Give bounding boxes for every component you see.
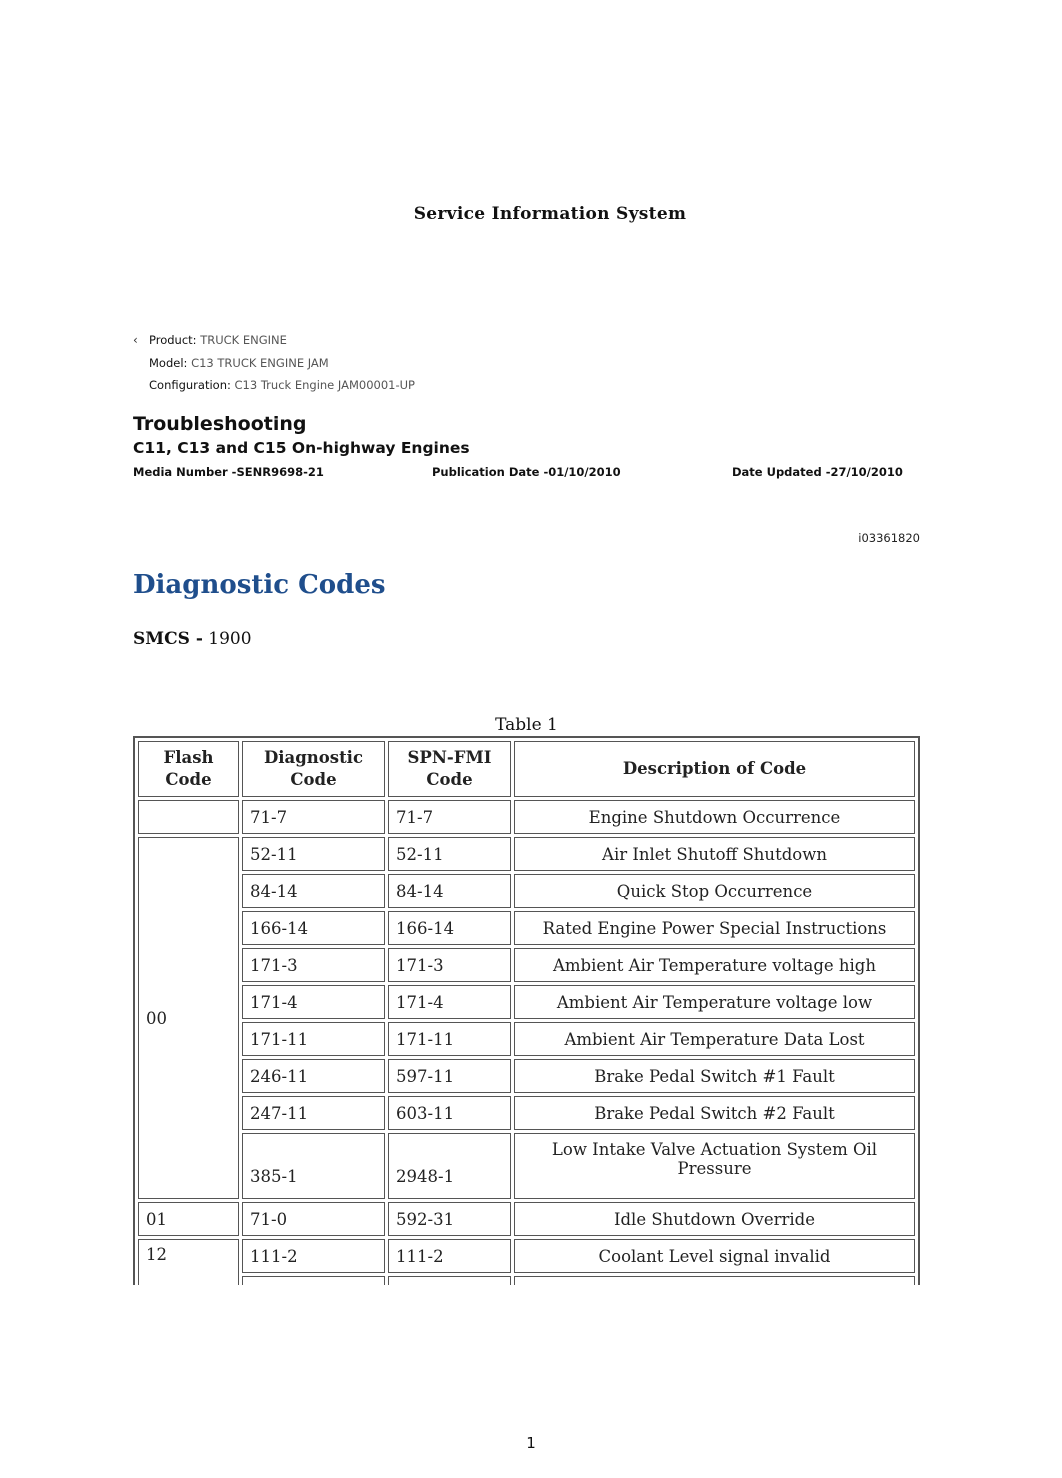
description-cell: Low Intake Valve Actuation System Oil Pressure xyxy=(514,1133,915,1199)
product-value: TRUCK ENGINE xyxy=(200,333,287,347)
diagnostic-code-cell: 166-14 xyxy=(242,911,385,945)
chevron-left-icon[interactable]: ‹ xyxy=(133,333,138,347)
diagnostic-code-cell: 171-11 xyxy=(242,1022,385,1056)
table-header-row xyxy=(138,741,915,797)
diagnostic-code-cell: 111-2 xyxy=(242,1239,385,1273)
model-label: Model: xyxy=(149,355,188,370)
diagnostic-code-cell: 246-11 xyxy=(242,1059,385,1093)
table-row xyxy=(138,1239,915,1273)
table-row xyxy=(138,874,915,908)
header-description: Description of Code xyxy=(514,741,915,797)
media-number: Media Number -SENR9698-21 xyxy=(133,465,324,479)
table-row xyxy=(138,948,915,982)
product-row[interactable] xyxy=(133,329,415,352)
table-row xyxy=(138,1022,915,1056)
table-caption: Table 1 xyxy=(495,715,558,735)
publication-date: Publication Date -01/10/2010 xyxy=(432,465,621,479)
description-cell: Idle Shutdown Override xyxy=(514,1202,915,1236)
spn-fmi-cell: 166-14 xyxy=(388,911,511,945)
table-row xyxy=(138,1202,915,1236)
description-cell: Ambient Air Temperature voltage high xyxy=(514,948,915,982)
spn-fmi-cell: 603-11 xyxy=(388,1096,511,1130)
spn-fmi-cell: 52-11 xyxy=(388,837,511,871)
description-cell: Engine Shutdown Occurrence xyxy=(514,800,915,834)
header-flash-code: Flash Code xyxy=(138,741,239,797)
page-number: 1 xyxy=(526,1434,536,1452)
diagnostic-code-cell: 247-11 xyxy=(242,1096,385,1130)
model-value: C13 TRUCK ENGINE JAM xyxy=(191,355,329,370)
product-breadcrumb xyxy=(133,329,415,397)
table-row xyxy=(138,1059,915,1093)
description-cell: Brake Pedal Switch #1 Fault xyxy=(514,1059,915,1093)
diagnostic-code-cell: 71-7 xyxy=(242,800,385,834)
description-cell: Ambient Air Temperature voltage low xyxy=(514,985,915,1019)
description-cell: Quick Stop Occurrence xyxy=(514,874,915,908)
header-spn-fmi-code: SPN-FMI Code xyxy=(388,741,511,797)
description-cell: Air Inlet Shutoff Shutdown xyxy=(514,837,915,871)
spn-fmi-cell: 84-14 xyxy=(388,874,511,908)
spn-fmi-cell xyxy=(388,1276,511,1285)
section-title: Troubleshooting xyxy=(133,413,307,435)
configuration-value: C13 Truck Engine JAM00001-UP xyxy=(234,378,415,392)
spn-fmi-cell: 171-3 xyxy=(388,948,511,982)
header-diagnostic-code: Diagnostic Code xyxy=(242,741,385,797)
spn-fmi-cell: 111-2 xyxy=(388,1239,511,1273)
flash-code-cell: 12 xyxy=(138,1239,239,1285)
table-row xyxy=(138,985,915,1019)
spn-fmi-cell: 171-11 xyxy=(388,1022,511,1056)
description-cell xyxy=(514,1276,915,1285)
diagnostic-code-cell: 385-1 xyxy=(242,1133,385,1199)
date-updated: Date Updated -27/10/2010 xyxy=(732,465,903,479)
flash-code-cell xyxy=(138,800,239,834)
diagnostic-codes-table-wrap xyxy=(133,736,920,1285)
configuration-label: Configuration: xyxy=(149,378,231,392)
configuration-row xyxy=(133,374,415,397)
system-title: Service Information System xyxy=(413,204,687,224)
spn-fmi-cell: 592-31 xyxy=(388,1202,511,1236)
diagnostic-code-cell: 171-4 xyxy=(242,985,385,1019)
spn-fmi-cell: 2948-1 xyxy=(388,1133,511,1199)
diagnostic-code-cell: 171-3 xyxy=(242,948,385,982)
diagnostic-code-cell xyxy=(242,1276,385,1285)
diagnostic-code-cell: 71-0 xyxy=(242,1202,385,1236)
description-cell: Rated Engine Power Special Instructions xyxy=(514,911,915,945)
diagnostic-codes-table xyxy=(133,736,920,1285)
diagnostic-code-cell: 52-11 xyxy=(242,837,385,871)
table-row xyxy=(138,837,915,871)
table-row xyxy=(138,1133,915,1199)
article-title: Diagnostic Codes xyxy=(133,570,386,600)
description-cell: Ambient Air Temperature Data Lost xyxy=(514,1022,915,1056)
spn-fmi-cell: 597-11 xyxy=(388,1059,511,1093)
document-id: i03361820 xyxy=(858,531,920,545)
description-cell: Brake Pedal Switch #2 Fault xyxy=(514,1096,915,1130)
spn-fmi-cell: 71-7 xyxy=(388,800,511,834)
diagnostic-code-cell: 84-14 xyxy=(242,874,385,908)
table-row xyxy=(138,911,915,945)
smcs-label: SMCS - xyxy=(133,629,203,649)
smcs-value: 1900 xyxy=(202,629,252,649)
table-row xyxy=(138,800,915,834)
product-label: Product: xyxy=(149,333,197,347)
flash-code-cell: 00 xyxy=(138,837,239,1199)
spn-fmi-cell: 171-4 xyxy=(388,985,511,1019)
description-cell: Coolant Level signal invalid xyxy=(514,1239,915,1273)
table-row xyxy=(138,1096,915,1130)
model-row xyxy=(133,352,415,375)
smcs-code xyxy=(133,629,252,649)
section-subtitle: C11, C13 and C15 On-highway Engines xyxy=(133,439,470,457)
table-row xyxy=(138,1276,915,1285)
flash-code-cell: 01 xyxy=(138,1202,239,1236)
